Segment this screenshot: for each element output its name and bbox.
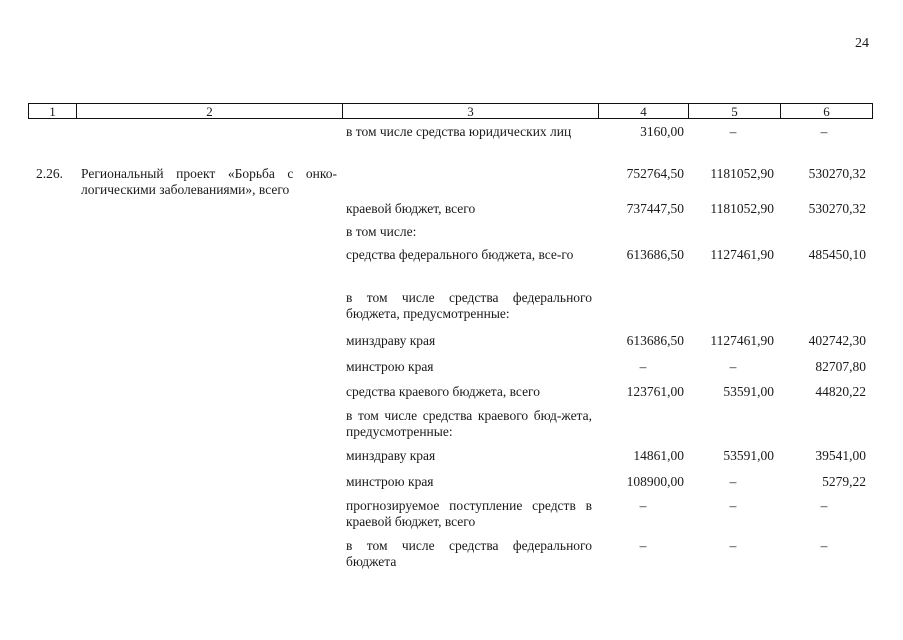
header-col-6: 6 — [780, 103, 873, 119]
row-value-col5: 1127461,90 — [710, 247, 774, 262]
header-col-2: 2 — [76, 103, 342, 119]
row-value-col6: – — [820, 124, 828, 139]
header-col-4: 4 — [598, 103, 688, 119]
row-value-col4: – — [639, 498, 647, 513]
row-value-col4: 123761,00 — [626, 384, 684, 399]
row-description: краевой бюджет, всего — [346, 201, 476, 216]
row-value-col4: 737447,50 — [626, 201, 684, 216]
row-value-col5: 53591,00 — [723, 384, 774, 399]
row-value-col6: 530270,32 — [808, 166, 866, 181]
row-value-col4: 14861,00 — [633, 448, 684, 463]
header-col-1: 1 — [28, 103, 76, 119]
row-value-col5: – — [729, 538, 737, 553]
row-value-col5: – — [729, 359, 737, 374]
row-value-col6: 39541,00 — [815, 448, 866, 463]
row-value-col4: 752764,50 — [626, 166, 684, 181]
row-project-name: Региональный проект «Борьба с онко-логическими заболеваниями», всего — [81, 166, 337, 197]
row-value-col6: 5279,22 — [822, 474, 866, 489]
row-value-col6: 402742,30 — [808, 333, 866, 348]
row-value-col5: 1181052,90 — [710, 201, 774, 216]
row-value-col4: 613686,50 — [626, 247, 684, 262]
row-value-col5: 1181052,90 — [710, 166, 774, 181]
row-value-col6: – — [820, 538, 828, 553]
row-value-col6: 530270,32 — [808, 201, 866, 216]
row-value-col4: – — [639, 359, 647, 374]
row-value-col4: 3160,00 — [640, 124, 684, 139]
row-value-col6: 82707,80 — [815, 359, 866, 374]
row-description: в том числе: — [346, 224, 417, 239]
row-description: в том числе средства юридических лиц — [346, 124, 572, 139]
row-description: минстрою края — [346, 474, 434, 489]
row-value-col4: – — [639, 538, 647, 553]
row-value-col6: 485450,10 — [808, 247, 866, 262]
row-description: в том числе средства федерального бюджета — [346, 538, 592, 569]
row-value-col5: – — [729, 474, 737, 489]
row-description: средства федерального бюджета, все-го — [346, 247, 574, 262]
row-value-col5: – — [729, 498, 737, 513]
row-value-col4: 613686,50 — [626, 333, 684, 348]
row-value-col5: 53591,00 — [723, 448, 774, 463]
row-value-col5: 1127461,90 — [710, 333, 774, 348]
row-description: в том числе средства федерального бюджета, предусмотренные: — [346, 290, 592, 321]
row-description: минздраву края — [346, 333, 436, 348]
row-description: прогнозируемое поступление средств в краевой бюджет, всего — [346, 498, 592, 529]
row-description: минздраву края — [346, 448, 436, 463]
row-number: 2.26. — [36, 166, 63, 181]
row-value-col6: 44820,22 — [815, 384, 866, 399]
row-value-col5: – — [729, 124, 737, 139]
row-description: в том числе средства краевого бюд-жета, предусмотренные: — [346, 408, 592, 439]
row-description: средства краевого бюджета, всего — [346, 384, 541, 399]
row-value-col6: – — [820, 498, 828, 513]
row-value-col4: 108900,00 — [626, 474, 684, 489]
header-col-5: 5 — [688, 103, 780, 119]
row-description: минстрою края — [346, 359, 434, 374]
header-col-3: 3 — [342, 103, 598, 119]
page-number: 24 — [855, 36, 869, 51]
